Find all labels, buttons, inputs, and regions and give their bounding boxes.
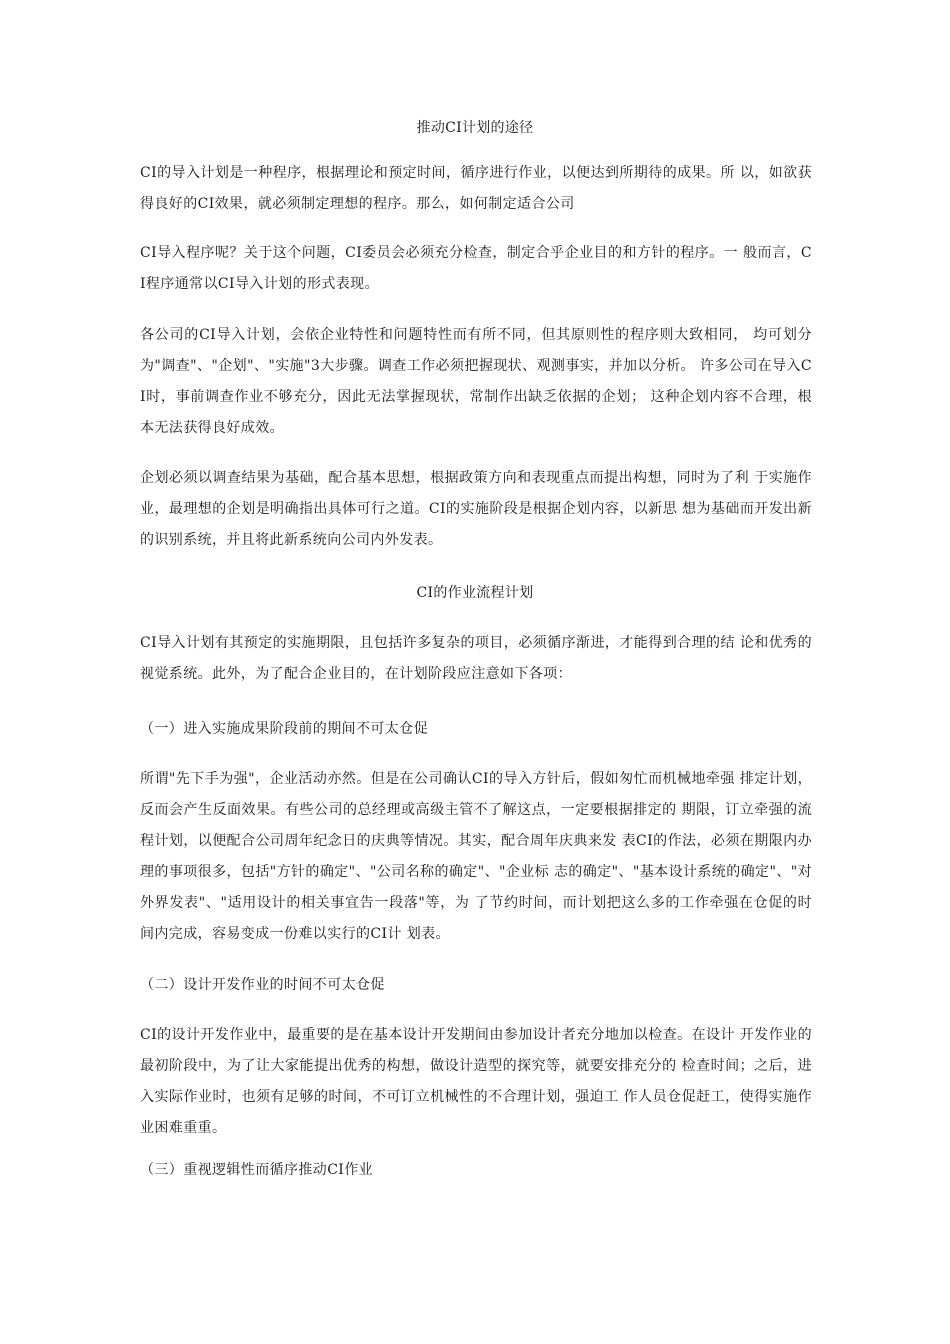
- section-intro: CI导入计划有其预定的实施期限，且包括许多复杂的项目，必须循序渐进，才能得到合理的结 论和优秀的视觉系统。此外，为了配合企业目的，在计划阶段应注意如下各项：: [140, 635, 812, 682]
- section-title: CI的作业流程计划: [416, 585, 534, 601]
- item-1-heading: （一）进入实施成果阶段前的期间不可太仓促: [140, 721, 428, 737]
- paragraph-1: CI的导入计划是一种程序，根据理论和预定时间，循序进行作业，以便达到所期待的成果。所 以，如欲获得良好的CI效果，就必须制定理想的程序。那么，如何制定适合公司: [140, 165, 812, 212]
- item-2-body: CI的设计开发作业中，最重要的是在基本设计开发期间由参加设计者充分地加以检查。在设计 开发作业的最初阶段中，为了让大家能提出优秀的构想，做设计造型的探究等，就要安排充分的 检查时间；之后，进入实际作业时，也须有足够的时间，不可订立机械性的不合理计划，强迫工 作人员仓促赶工，使得实施作业困难重重。: [140, 1027, 812, 1136]
- paragraph-3: 各公司的CI导入计划，会依企业特性和问题特性而有所不同，但其原则性的程序则大致相同， 均可划分为"调查"、"企划"、"实施"3大步骤。调查工作必须把握现状、观测事实，并加以分析。 许多公司在导入CI时，事前调查作业不够充分，因此无法掌握现状，常制作出缺乏依据的企划； 这种企划内容不合理，根本无法获得良好成效。: [140, 327, 812, 436]
- paragraph-4: 企划必须以调查结果为基础，配合基本思想，根据政策方向和表现重点而提出构想，同时为了利 于实施作业，最理想的企划是明确指出具体可行之道。CI的实施阶段是根据企划内容，以新思 想为基础而开发出新的识别系统，并且将此新系统向公司内外发表。: [140, 470, 812, 548]
- item-3-heading: （三）重视逻辑性而循序推动CI作业: [140, 1162, 374, 1178]
- item-2-heading: （二）设计开发作业的时间不可太仓促: [140, 977, 385, 993]
- item-1-body: 所谓"先下手为强"，企业活动亦然。但是在公司确认CI的导入方针后，假如匆忙而机械地牵强 排定计划，反而会产生反面效果。有些公司的总经理或高级主管不了解这点，一定要根据排定的 期限，订立牵强的流程计划，以便配合公司周年纪念日的庆典等情况。其实，配合周年庆典来发 表CI的作法，必须在期限内办理的事项很多，包括"方针的确定"、"公司名称的确定"、"企业标 志的确定"、"基本设计系统的确定"、"对外界发表"、"适用设计的相关事宜告一段落"等，为 了节约时间，而计划把这么多的工作牵强在仓促的时间内完成，容易变成一份难以实行的CI计 划表。: [140, 771, 812, 942]
- paragraph-2: CI导入程序呢？关于这个问题，CI委员会必须充分检查，制定合乎企业目的和方针的程序。一 般而言，CI程序通常以CI导入计划的形式表现。: [140, 245, 812, 292]
- document-title: 推动CI计划的途径: [416, 120, 534, 136]
